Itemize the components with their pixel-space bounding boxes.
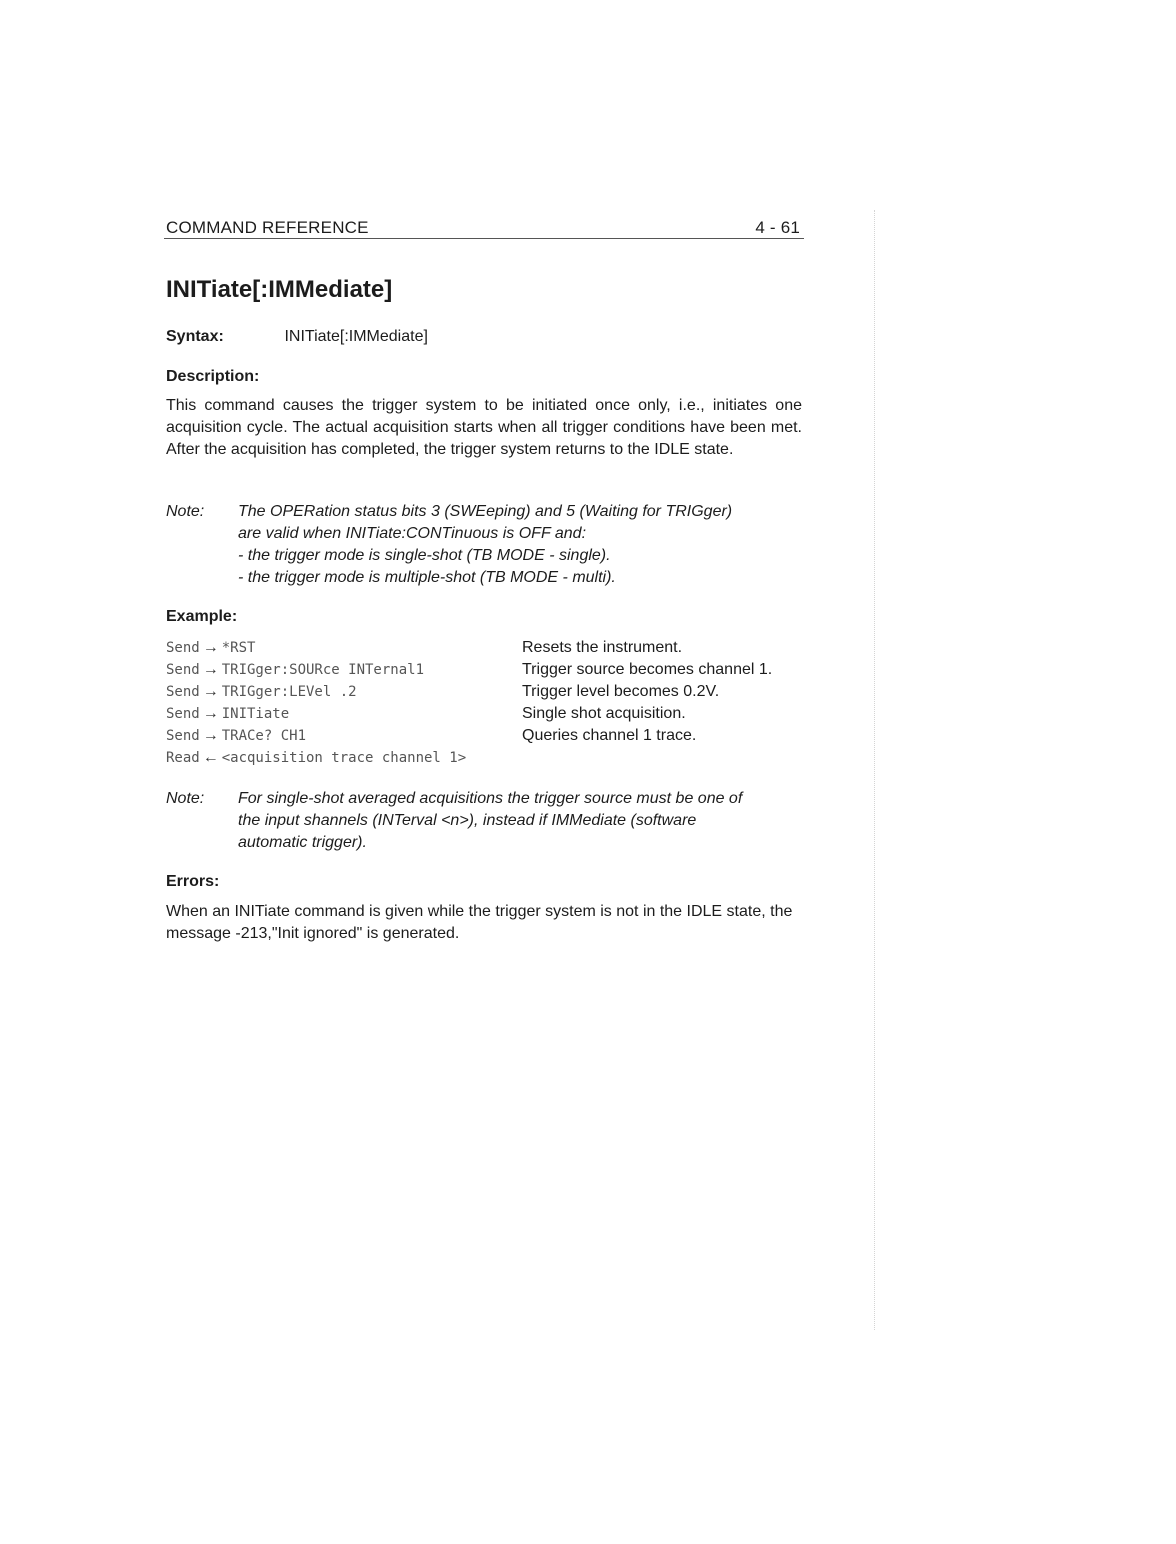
example-comment: Single shot acquisition. xyxy=(522,705,686,722)
description-text: This command causes the trigger system to be initiated once only, i.e., initiates one acquisition cycle. The actual acquisition starts when all trigger conditions have been met. After the acquisition has completed, the trigger system returns to the IDLE state. xyxy=(166,397,802,458)
example-direction: Send xyxy=(166,728,200,744)
example-command: <acquisition trace channel 1> xyxy=(221,750,467,766)
note-body xyxy=(238,501,806,589)
example-comment: Trigger source becomes channel 1. xyxy=(522,661,773,678)
arrow-left-icon: ← xyxy=(202,749,219,766)
example-direction: Send xyxy=(166,684,200,700)
note-line: - the trigger mode is single-shot (TB MODE - single). xyxy=(238,547,611,564)
arrow-right-icon: → xyxy=(202,639,219,656)
example-list xyxy=(166,637,816,769)
example-command: TRIGger:LEVel .2 xyxy=(221,684,357,700)
description-heading: Description: xyxy=(166,368,260,385)
example-row xyxy=(166,725,816,747)
example-row xyxy=(166,637,816,659)
example-command: TRACe? CH1 xyxy=(221,728,307,744)
note-line: For single-shot averaged acquisitions the trigger source must be one of xyxy=(238,790,743,807)
example-command: *RST xyxy=(221,640,256,656)
note-label: Note: xyxy=(166,503,205,520)
example-direction: Read xyxy=(166,750,200,766)
example-command: TRIGger:SOURce INTernal1 xyxy=(221,662,425,678)
example-row xyxy=(166,703,816,725)
note-block xyxy=(166,501,806,589)
example-row xyxy=(166,659,816,681)
example-direction: Send xyxy=(166,706,200,722)
example-row xyxy=(166,681,816,703)
example-command: INITiate xyxy=(221,706,290,722)
example-direction: Send xyxy=(166,662,200,678)
margin-rule xyxy=(874,210,875,1330)
arrow-right-icon: → xyxy=(202,683,219,700)
arrow-right-icon: → xyxy=(202,661,219,678)
errors-text: When an INITiate command is given while the trigger system is not in the IDLE state, the message -213,"Init ignored" is generated. xyxy=(166,903,793,942)
syntax-label: Syntax: xyxy=(166,328,224,345)
arrow-right-icon: → xyxy=(202,705,219,722)
note-label: Note: xyxy=(166,790,205,807)
arrow-right-icon: → xyxy=(202,727,219,744)
section-title: COMMAND REFERENCE xyxy=(166,218,369,237)
running-header xyxy=(166,218,802,238)
example-heading: Example: xyxy=(166,608,238,625)
example-row xyxy=(166,747,816,769)
header-rule xyxy=(164,238,804,239)
page-number: 4 - 61 xyxy=(755,218,800,237)
syntax-line xyxy=(166,328,428,346)
example-direction: Send xyxy=(166,640,200,656)
command-title: INITiate[:IMMediate] xyxy=(166,276,393,303)
note-line: are valid when INITiate:CONTinuous is OFF and: xyxy=(238,525,587,542)
example-comment: Resets the instrument. xyxy=(522,639,683,656)
note-line: The OPERation status bits 3 (SWEeping) and 5 (Waiting for TRIGger) xyxy=(238,503,733,520)
note-line: - the trigger mode is multiple-shot (TB MODE - multi). xyxy=(238,569,616,586)
errors-heading: Errors: xyxy=(166,873,220,890)
syntax-value: INITiate[:IMMediate] xyxy=(284,328,428,345)
example-comment: Trigger level becomes 0.2V. xyxy=(522,683,720,700)
note-line: the input shannels (INTerval <n>), instead if IMMediate (software xyxy=(238,812,697,829)
note-block xyxy=(166,788,806,854)
example-comment: Queries channel 1 trace. xyxy=(522,727,697,744)
note-body xyxy=(238,788,806,854)
note-line: automatic trigger). xyxy=(238,834,367,851)
